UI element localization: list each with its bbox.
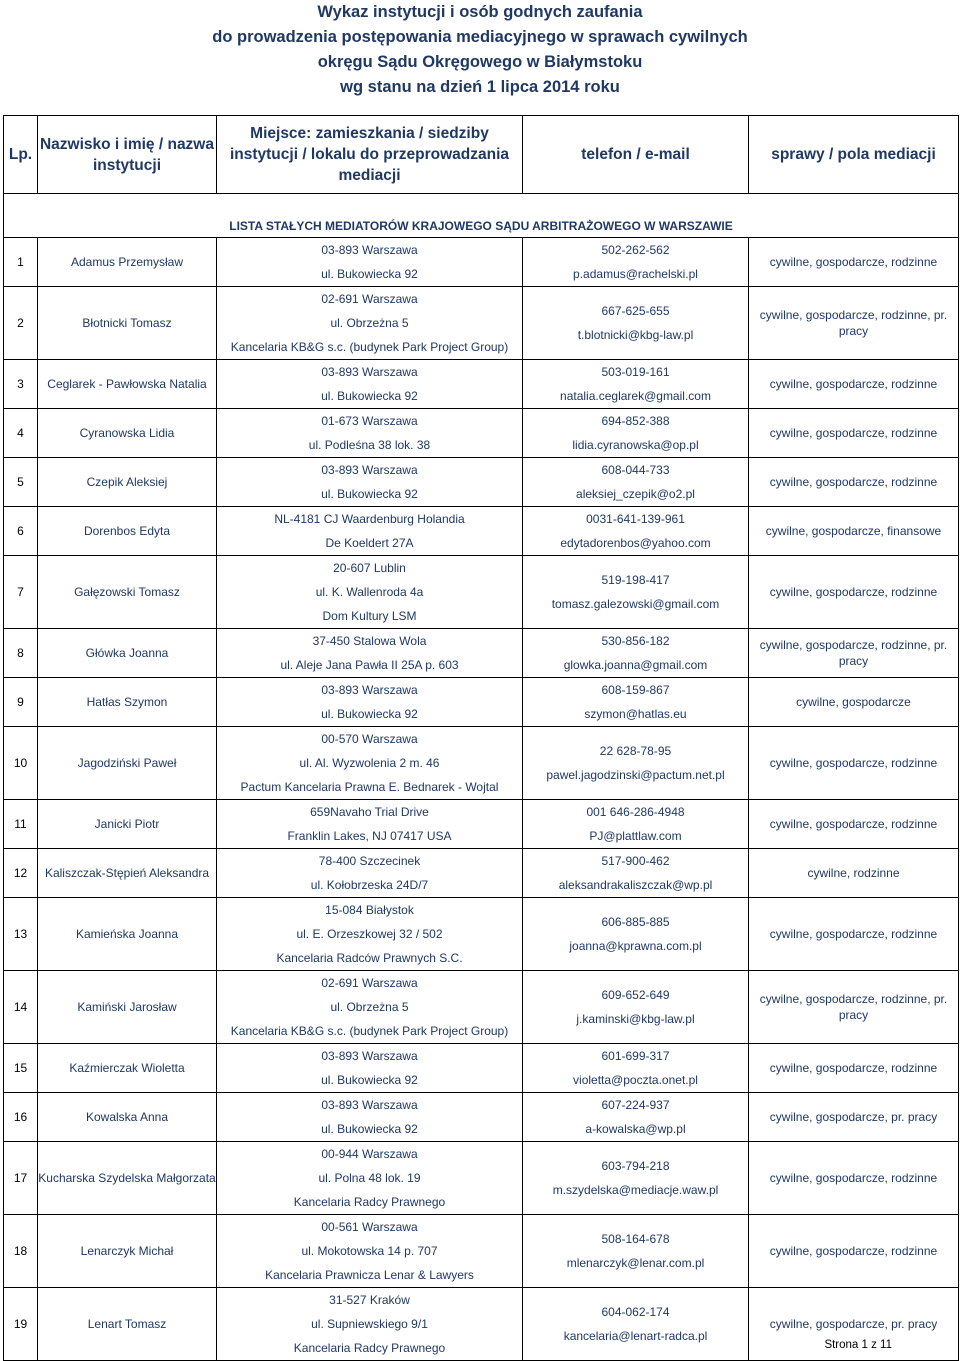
row-address bbox=[217, 238, 523, 287]
row-address bbox=[217, 409, 523, 458]
email-address: kancelaria@lenart-radca.pl bbox=[563, 1329, 708, 1343]
table-header-row bbox=[4, 116, 959, 194]
table-row bbox=[4, 556, 959, 629]
email-address: violetta@poczta.onet.pl bbox=[573, 1073, 698, 1087]
address-line: ul. Podleśna 38 lok. 38 bbox=[308, 438, 431, 452]
table-row bbox=[4, 458, 959, 507]
row-address bbox=[217, 1215, 523, 1288]
address-line: 00-561 Warszawa bbox=[321, 1220, 418, 1234]
row-fields: cywilne, gospodarcze, rodzinne, pr. pracy bbox=[749, 629, 959, 678]
row-contact bbox=[523, 678, 749, 727]
row-fields: cywilne, gospodarcze, finansowe bbox=[749, 507, 959, 556]
email-address: aleksandrakaliszczak@wp.pl bbox=[558, 878, 713, 892]
row-address bbox=[217, 800, 523, 849]
address-line: ul. Mokotowska 14 p. 707 bbox=[301, 1244, 438, 1258]
row-name: Kaliszczak-Stępień Aleksandra bbox=[38, 849, 217, 898]
address-line: ul. E. Orzeszkowej 32 / 502 bbox=[296, 927, 443, 941]
address-line: 31-527 Kraków bbox=[329, 1293, 410, 1307]
row-lp: 10 bbox=[4, 727, 38, 800]
phone-number: 608-044-733 bbox=[601, 463, 670, 477]
table-row bbox=[4, 678, 959, 727]
phone-number: 601-699-317 bbox=[601, 1049, 670, 1063]
header-name: Nazwisko i imię / nazwa instytucji bbox=[38, 116, 217, 194]
address-line: 03-893 Warszawa bbox=[321, 243, 418, 257]
table-row bbox=[4, 727, 959, 800]
row-lp: 12 bbox=[4, 849, 38, 898]
header-contact: telefon / e-mail bbox=[523, 116, 749, 194]
row-name: Ceglarek - Pawłowska Natalia bbox=[38, 360, 217, 409]
phone-number: 530-856-182 bbox=[601, 634, 670, 648]
row-fields: cywilne, gospodarcze, rodzinne bbox=[749, 800, 959, 849]
row-name: Główka Joanna bbox=[38, 629, 217, 678]
row-lp: 6 bbox=[4, 507, 38, 556]
row-fields: cywilne, gospodarcze, rodzinne bbox=[749, 1044, 959, 1093]
row-fields: cywilne, gospodarcze, rodzinne bbox=[749, 727, 959, 800]
row-fields: cywilne, gospodarcze, pr. pracy bbox=[749, 1288, 959, 1361]
row-contact bbox=[523, 629, 749, 678]
row-contact bbox=[523, 1044, 749, 1093]
row-contact bbox=[523, 898, 749, 971]
document-title bbox=[0, 0, 960, 100]
row-lp: 14 bbox=[4, 971, 38, 1044]
row-fields: cywilne, gospodarcze bbox=[749, 678, 959, 727]
address-line: 00-570 Warszawa bbox=[321, 732, 418, 746]
address-line: Pactum Kancelaria Prawna E. Bednarek - Wojtal bbox=[240, 780, 499, 794]
row-contact bbox=[523, 849, 749, 898]
row-name: Kamiński Jarosław bbox=[38, 971, 217, 1044]
row-address bbox=[217, 360, 523, 409]
row-name: Cyranowska Lidia bbox=[38, 409, 217, 458]
row-address bbox=[217, 287, 523, 360]
address-line: Kancelaria Radcy Prawnego bbox=[293, 1195, 446, 1209]
row-lp: 3 bbox=[4, 360, 38, 409]
address-line: 15-084 Białystok bbox=[325, 903, 414, 917]
row-fields: cywilne, gospodarcze, rodzinne, pr. pracy bbox=[749, 287, 959, 360]
row-address bbox=[217, 971, 523, 1044]
address-line: ul. Bukowiecka 92 bbox=[321, 389, 418, 403]
row-fields: cywilne, gospodarcze, rodzinne bbox=[749, 409, 959, 458]
email-address: szymon@hatlas.eu bbox=[584, 707, 687, 721]
table-row bbox=[4, 507, 959, 556]
row-contact bbox=[523, 238, 749, 287]
address-line: 02-691 Warszawa bbox=[321, 976, 418, 990]
row-lp: 19 bbox=[4, 1288, 38, 1361]
email-address: a-kowalska@wp.pl bbox=[585, 1122, 686, 1136]
row-name: Kowalska Anna bbox=[38, 1093, 217, 1142]
address-line: ul. Bukowiecka 92 bbox=[321, 707, 418, 721]
address-line: ul. Bukowiecka 92 bbox=[321, 1122, 418, 1136]
page-number: Strona 1 z 11 bbox=[824, 1339, 892, 1351]
table-row bbox=[4, 629, 959, 678]
table-row bbox=[4, 287, 959, 360]
address-line: 03-893 Warszawa bbox=[321, 1098, 418, 1112]
address-line: ul. K. Wallenroda 4a bbox=[315, 585, 424, 599]
email-address: glowka.joanna@gmail.com bbox=[563, 658, 708, 672]
header-fields: sprawy / pola mediacji bbox=[749, 116, 959, 194]
row-name: Kaźmierczak Wioletta bbox=[38, 1044, 217, 1093]
table-row bbox=[4, 409, 959, 458]
table-row bbox=[4, 360, 959, 409]
address-line: NL-4181 CJ Waardenburg Holandia bbox=[274, 512, 465, 526]
email-address: lidia.cyranowska@op.pl bbox=[572, 438, 699, 452]
row-name: Lenart Tomasz bbox=[38, 1288, 217, 1361]
row-lp: 8 bbox=[4, 629, 38, 678]
row-fields: cywilne, gospodarcze, rodzinne bbox=[749, 458, 959, 507]
row-address bbox=[217, 629, 523, 678]
row-name: Czepik Aleksiej bbox=[38, 458, 217, 507]
title-line-4: wg stanu na dzień 1 lipca 2014 roku bbox=[340, 78, 620, 96]
row-address bbox=[217, 1142, 523, 1215]
phone-number: 609-652-649 bbox=[601, 988, 670, 1002]
address-line: 37-450 Stalowa Wola bbox=[312, 634, 427, 648]
row-name: Gałęzowski Tomasz bbox=[38, 556, 217, 629]
address-line: Franklin Lakes, NJ 07417 USA bbox=[287, 829, 452, 843]
header-address: Miejsce: zamieszkania / siedziby instytucji / lokalu do przeprowadzania mediacji bbox=[217, 116, 523, 194]
email-address: edytadorenbos@yahoo.com bbox=[560, 536, 711, 550]
row-lp: 18 bbox=[4, 1215, 38, 1288]
row-name: Janicki Piotr bbox=[38, 800, 217, 849]
address-line: 03-893 Warszawa bbox=[321, 683, 418, 697]
address-line: 20-607 Lublin bbox=[333, 561, 406, 575]
row-fields: cywilne, gospodarcze, rodzinne bbox=[749, 556, 959, 629]
phone-number: 22 628-78-95 bbox=[599, 744, 672, 758]
address-line: Dom Kultury LSM bbox=[322, 609, 417, 623]
address-line: ul. Supniewskiego 9/1 bbox=[311, 1317, 428, 1331]
email-address: PJ@plattlaw.com bbox=[589, 829, 682, 843]
table-row bbox=[4, 1142, 959, 1215]
row-fields: cywilne, gospodarcze, pr. pracy bbox=[749, 1093, 959, 1142]
email-address: t.blotnicki@kbg-law.pl bbox=[577, 328, 694, 342]
table-row bbox=[4, 800, 959, 849]
address-line: ul. Bukowiecka 92 bbox=[321, 1073, 418, 1087]
address-line: Kancelaria KB&G s.c. (budynek Park Project Group) bbox=[230, 1024, 509, 1038]
row-fields: cywilne, gospodarcze, rodzinne, pr. pracy bbox=[749, 971, 959, 1044]
email-address: natalia.ceglarek@gmail.com bbox=[560, 389, 711, 403]
table-row bbox=[4, 1093, 959, 1142]
address-line: ul. Bukowiecka 92 bbox=[321, 487, 418, 501]
row-lp: 7 bbox=[4, 556, 38, 629]
address-line: Kancelaria Radcy Prawnego bbox=[293, 1341, 446, 1355]
phone-number: 503-019-161 bbox=[601, 365, 670, 379]
row-fields: cywilne, gospodarcze, rodzinne bbox=[749, 360, 959, 409]
row-address bbox=[217, 1093, 523, 1142]
table-row bbox=[4, 849, 959, 898]
email-address: pawel.jagodzinski@pactum.net.pl bbox=[546, 768, 725, 782]
table-row bbox=[4, 238, 959, 287]
row-fields: cywilne, gospodarcze, rodzinne bbox=[749, 1142, 959, 1215]
row-lp: 4 bbox=[4, 409, 38, 458]
title-line-2: do prowadzenia postępowania mediacyjnego w sprawach cywilnych bbox=[212, 28, 748, 46]
phone-number: 606-885-885 bbox=[601, 915, 670, 929]
address-line: ul. Al. Wyzwolenia 2 m. 46 bbox=[299, 756, 440, 770]
phone-number: 667-625-655 bbox=[601, 304, 670, 318]
address-line: ul. Aleje Jana Pawła II 25A p. 603 bbox=[280, 658, 459, 672]
address-line: 78-400 Szczecinek bbox=[318, 854, 421, 868]
row-contact bbox=[523, 727, 749, 800]
address-line: Kancelaria KB&G s.c. (budynek Park Project Group) bbox=[230, 340, 509, 354]
phone-number: 604-062-174 bbox=[601, 1305, 670, 1319]
address-line: 659Navaho Trial Drive bbox=[310, 805, 429, 819]
address-line: ul. Kołobrzeska 24D/7 bbox=[310, 878, 429, 892]
phone-number: 519-198-417 bbox=[601, 573, 670, 587]
row-contact bbox=[523, 800, 749, 849]
row-name: Kucharska Szydelska Małgorzata bbox=[38, 1142, 217, 1215]
table-row bbox=[4, 1215, 959, 1288]
email-address: aleksiej_czepik@o2.pl bbox=[576, 487, 695, 501]
address-line: De Koeldert 27A bbox=[325, 536, 414, 550]
address-line: ul. Polna 48 lok. 19 bbox=[318, 1171, 421, 1185]
row-lp: 17 bbox=[4, 1142, 38, 1215]
row-contact bbox=[523, 1288, 749, 1361]
email-address: p.adamus@rachelski.pl bbox=[573, 267, 698, 281]
phone-number: 502-262-562 bbox=[601, 243, 670, 257]
row-address bbox=[217, 678, 523, 727]
row-contact bbox=[523, 409, 749, 458]
section-title: LISTA STAŁYCH MEDIATORÓW KRAJOWEGO SĄDU ARBITRAŻOWEGO W WARSZAWIE bbox=[4, 194, 959, 238]
phone-number: 0031-641-139-961 bbox=[586, 512, 685, 526]
row-lp: 16 bbox=[4, 1093, 38, 1142]
row-lp: 1 bbox=[4, 238, 38, 287]
row-name: Lenarczyk Michał bbox=[38, 1215, 217, 1288]
row-address bbox=[217, 849, 523, 898]
address-line: 00-944 Warszawa bbox=[321, 1147, 418, 1161]
address-line: Kancelaria Radców Prawnych S.C. bbox=[276, 951, 463, 965]
row-address bbox=[217, 1044, 523, 1093]
row-contact bbox=[523, 1093, 749, 1142]
phone-number: 694-852-388 bbox=[601, 414, 670, 428]
email-address: joanna@kprawna.com.pl bbox=[569, 939, 702, 953]
address-line: 03-893 Warszawa bbox=[321, 1049, 418, 1063]
row-contact bbox=[523, 287, 749, 360]
phone-number: 517-900-462 bbox=[601, 854, 670, 868]
title-line-1: Wykaz instytucji i osób godnych zaufania bbox=[317, 3, 643, 21]
email-address: j.kaminski@kbg-law.pl bbox=[576, 1012, 695, 1026]
row-contact bbox=[523, 1142, 749, 1215]
address-line: Kancelaria Prawnicza Lenar & Lawyers bbox=[265, 1268, 474, 1282]
row-address bbox=[217, 727, 523, 800]
address-line: ul. Obrzeżna 5 bbox=[330, 1000, 409, 1014]
row-address bbox=[217, 458, 523, 507]
header-lp: Lp. bbox=[4, 116, 38, 194]
row-contact bbox=[523, 507, 749, 556]
address-line: 03-893 Warszawa bbox=[321, 463, 418, 477]
table-row bbox=[4, 898, 959, 971]
phone-number: 001 646-286-4948 bbox=[586, 805, 685, 819]
section-row bbox=[4, 194, 959, 238]
row-contact bbox=[523, 971, 749, 1044]
row-name: Hatłas Szymon bbox=[38, 678, 217, 727]
phone-number: 608-159-867 bbox=[601, 683, 670, 697]
email-address: tomasz.galezowski@gmail.com bbox=[551, 597, 720, 611]
row-fields: cywilne, rodzinne bbox=[749, 849, 959, 898]
row-name: Adamus Przemysław bbox=[38, 238, 217, 287]
row-address bbox=[217, 898, 523, 971]
address-line: ul. Bukowiecka 92 bbox=[321, 267, 418, 281]
row-name: Jagodziński Paweł bbox=[38, 727, 217, 800]
row-lp: 5 bbox=[4, 458, 38, 507]
row-name: Błotnicki Tomasz bbox=[38, 287, 217, 360]
address-line: ul. Obrzeżna 5 bbox=[330, 316, 409, 330]
mediators-table bbox=[3, 115, 959, 1361]
table-row bbox=[4, 1288, 959, 1361]
email-address: mlenarczyk@lenar.com.pl bbox=[566, 1256, 705, 1270]
table-row bbox=[4, 1044, 959, 1093]
phone-number: 603-794-218 bbox=[601, 1159, 670, 1173]
address-line: 02-691 Warszawa bbox=[321, 292, 418, 306]
row-fields: cywilne, gospodarcze, rodzinne bbox=[749, 1215, 959, 1288]
row-name: Dorenbos Edyta bbox=[38, 507, 217, 556]
row-lp: 9 bbox=[4, 678, 38, 727]
table-row bbox=[4, 971, 959, 1044]
row-contact bbox=[523, 360, 749, 409]
row-contact bbox=[523, 556, 749, 629]
row-contact bbox=[523, 458, 749, 507]
row-lp: 11 bbox=[4, 800, 38, 849]
row-lp: 13 bbox=[4, 898, 38, 971]
row-address bbox=[217, 556, 523, 629]
row-contact bbox=[523, 1215, 749, 1288]
address-line: 03-893 Warszawa bbox=[321, 365, 418, 379]
row-lp: 15 bbox=[4, 1044, 38, 1093]
row-fields: cywilne, gospodarcze, rodzinne bbox=[749, 898, 959, 971]
title-line-3: okręgu Sądu Okręgowego w Białymstoku bbox=[317, 53, 643, 71]
row-fields: cywilne, gospodarcze, rodzinne bbox=[749, 238, 959, 287]
address-line: 01-673 Warszawa bbox=[321, 414, 418, 428]
email-address: m.szydelska@mediacje.waw.pl bbox=[552, 1183, 719, 1197]
row-address bbox=[217, 507, 523, 556]
row-lp: 2 bbox=[4, 287, 38, 360]
phone-number: 508-164-678 bbox=[601, 1232, 670, 1246]
row-address bbox=[217, 1288, 523, 1361]
row-name: Kamieńska Joanna bbox=[38, 898, 217, 971]
phone-number: 607-224-937 bbox=[601, 1098, 670, 1112]
